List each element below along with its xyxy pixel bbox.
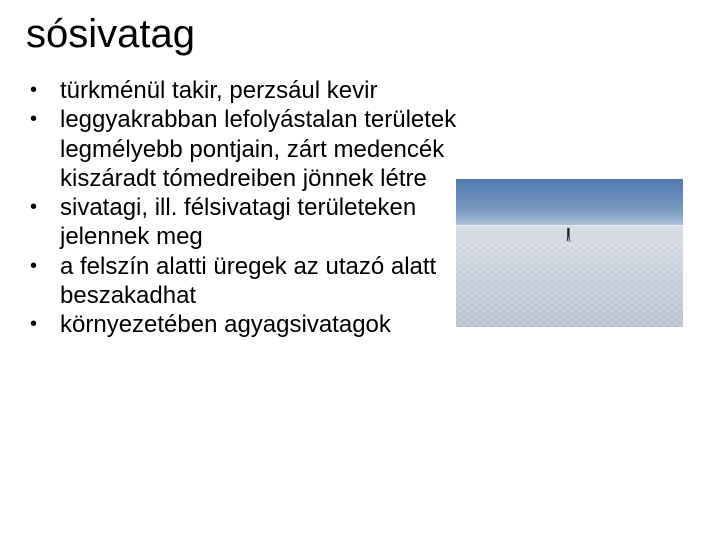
- salt-texture: [456, 239, 683, 327]
- salt-flat-photo: [456, 179, 683, 327]
- bullet-dot-icon: •: [30, 196, 38, 219]
- bullet-text: türkménül takir, perzsául kevir: [60, 77, 378, 104]
- list-item: [28, 310, 458, 339]
- list-item: [28, 105, 458, 193]
- sky: [456, 179, 683, 226]
- bullet-text: a felszín alatti üregek az utazó alatt beszakadhat: [60, 252, 437, 310]
- list-item: [28, 252, 458, 311]
- bullet-list: [28, 76, 458, 340]
- bullet-dot-icon: •: [30, 254, 38, 277]
- bullet-text: sivatagi, ill. félsivatagi területeken jelennek meg: [60, 194, 417, 251]
- bullet-dot-icon: •: [30, 79, 38, 101]
- list-item: [28, 193, 458, 252]
- bullet-dot-icon: •: [30, 108, 38, 131]
- slide-title: sósivatag: [26, 12, 195, 56]
- bullet-text: környezetében agyagsivatagok: [60, 311, 391, 339]
- bullet-text: leggyakrabban lefolyástalan területek legmélyebb pontjain, zárt medencék kiszáradt tómedreiben jönnek létre: [60, 106, 457, 192]
- bullet-dot-icon: •: [30, 313, 38, 336]
- list-item: [28, 76, 458, 105]
